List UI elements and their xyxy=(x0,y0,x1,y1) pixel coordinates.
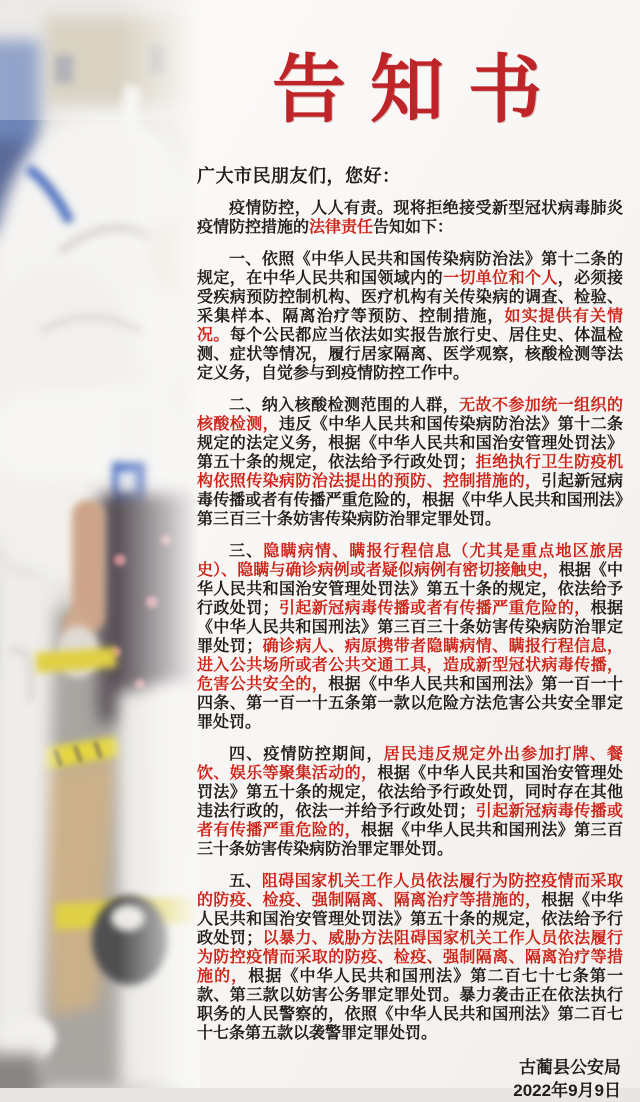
highlighted-text: 居民违反规定外出参加打牌、餐饮、娱乐等聚集活动的， xyxy=(197,746,623,782)
body-text: 根据《中华人民共和国治安管理处罚法》第五十条的规定，依法给予行政处罚，同时存在其他违法行政的，依法一并给予行政处罚； xyxy=(197,765,623,820)
legal-paragraph-3 xyxy=(197,542,623,732)
body-text: 根据《中华人民共和国治安管理处罚法》第五十条的规定，依法给予行政处罚； xyxy=(197,562,623,617)
body-text: 违反《中华人民共和国传染病防治法》第十二条规定的法定义务，根据《中华人民共和国治安管理处罚法》第五十条的规定，依法给予行政处罚； xyxy=(197,416,623,471)
highlighted-text: 无故不参加统一组织的核酸检测， xyxy=(197,397,623,433)
body-text: 根据《中华人民共和国刑法》第一百一十四条、第一百一十五条第一款以危险方法危害公共安全罪定罪处罚。 xyxy=(197,676,623,731)
body-text: ，必须接受疾病预防控制机构、医疗机构有关传染病的调查、检验、采集样本、隔离治疗等预防、控制措施， xyxy=(197,270,623,325)
body-text: 一、依照《中华人民共和国传染病防治法》第十二条的规定，在中华人民共和国领域内的 xyxy=(197,251,623,287)
legal-paragraph-4 xyxy=(197,745,623,859)
body-text: 告知如下： xyxy=(373,219,454,236)
body-text: 根据《中华人民共和国刑法》第三百三十条妨害传染病防治罪定罪处罚； xyxy=(197,600,623,655)
notice-content xyxy=(197,0,623,1102)
issue-date: 2022年9月9日 xyxy=(513,1081,621,1100)
legal-paragraph-5 xyxy=(197,872,623,1043)
body-text: 五、 xyxy=(229,873,262,890)
body-text: 根据《中华人民共和国治安管理处罚法》第五十条的规定，依法给予行政处罚； xyxy=(197,892,623,947)
highlighted-text: 一切单位和个人 xyxy=(442,270,558,287)
highlighted-text: 以暴力、威胁方法阻碍国家机关工作人员依法履行为防控疫情而采取的防疫、检疫、强制隔离、隔离治疗等措施的， xyxy=(197,930,623,985)
body-text: 疫情防控，人人有责。现将拒绝接受新型冠状病毒肺炎疫情防控措施的 xyxy=(197,200,623,236)
ppe-worker-illustration xyxy=(0,0,200,1088)
body-text: 根据《中华人民共和国刑法》第三百三十条妨害传染病防治罪定罪处罚。 xyxy=(197,822,623,858)
legal-paragraph-2 xyxy=(197,396,623,529)
legal-paragraph-1 xyxy=(197,250,623,383)
highlighted-text: 引起新冠病毒传播或者有传播严重危险的， xyxy=(278,600,591,617)
intro-paragraph xyxy=(197,199,623,237)
body-text: 每个公民都应当依法如实报告旅行史、居住史、体温检测、症状等情况，履行居家隔离、医学观察，核酸检测等法定义务，自觉参与到疫情防控工作中。 xyxy=(197,327,623,382)
issuing-authority: 古蔺县公安局 xyxy=(519,1058,621,1077)
body-text: 引起新冠病毒传播或者有传播严重危险的，根据《中华人民共和国刑法》第三百三十条妨害传染病防治罪定罪处罚。 xyxy=(197,473,623,528)
highlighted-text: 拒绝执行卫生防疫机构依照传染病防治法提出的预防、控制措施的， xyxy=(197,454,623,490)
body-text: 根据《中华人民共和国刑法》第二百七十七条第一款、第三款以妨害公务罪定罪处罚。暴力袭击正在依法执行职务的人民警察的，依照《中华人民共和国刑法》第二百七十七条第五款以袭警罪定罪处罚。 xyxy=(197,968,623,1042)
highlighted-text: 确诊病人、病原携带者隐瞒病情、瞒报行程信息，进入公共场所或者公共交通工具，造成新型冠状病毒传播，危害公共安全的， xyxy=(197,638,623,693)
notice-title: 告知书 xyxy=(272,47,566,133)
covid-testing-photo xyxy=(0,0,200,1088)
highlighted-text: 隐瞒病情、瞒报行程信息（尤其是重点地区旅居史）、隐瞒与确诊病例或者疑似病例有密切接触史， xyxy=(197,543,623,579)
highlighted-text: 阻碍国家机关工作人员依法履行为防控疫情而采取的防疫、检疫、强制隔离、隔离治疗等措施的， xyxy=(197,873,623,909)
body-text: 三、 xyxy=(229,543,264,560)
highlighted-text: 引起新冠病毒传播或者有传播严重危险的， xyxy=(197,803,623,839)
signature-block xyxy=(197,1056,623,1102)
greeting-line: 广大市民朋友们，您好： xyxy=(197,166,401,186)
highlighted-text: 如实提供有关情况。 xyxy=(197,308,623,344)
body-text: 二、纳入核酸检测范围的人群， xyxy=(229,397,460,414)
highlighted-text: 法律责任 xyxy=(309,219,374,236)
body-text: 四、疫情防控期间， xyxy=(229,746,384,763)
